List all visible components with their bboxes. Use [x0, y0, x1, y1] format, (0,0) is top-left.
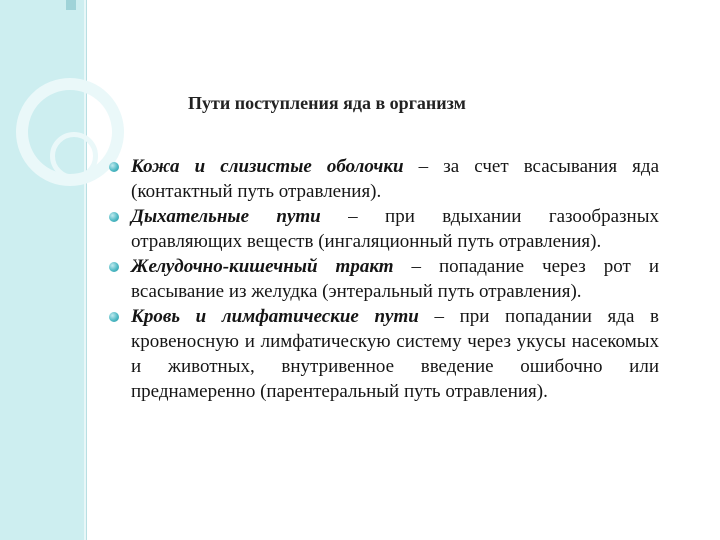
slide-title: Пути поступления яда в организм: [188, 93, 466, 113]
bullet-icon: [109, 162, 119, 172]
item-term: Кровь и лимфатические пути: [131, 306, 419, 327]
item-text: – за счет всасывания яда (контактный путь отравления).: [131, 156, 660, 202]
item-text: – попадание через рот и всасывание из желудка (энтеральный путь отравления).: [131, 256, 659, 302]
list-item: [107, 304, 659, 404]
bullet-list: [107, 154, 659, 404]
bullet-icon: [109, 312, 119, 322]
bullet-icon: [109, 212, 119, 222]
list-item: [107, 204, 659, 254]
item-term: Кожа и слизистые оболочки: [131, 156, 404, 177]
item-term: Желудочно-кишечный тракт: [131, 256, 394, 277]
item-text: – при попадании яда в кровеносную и лимфатическую систему через укусы насекомых и животных, внутривенное введение ошибочно или преднамеренно (парентеральный путь отравления).: [131, 306, 659, 402]
decorative-ring-small: [50, 132, 98, 180]
list-item: [107, 154, 659, 204]
item-term: Дыхательные пути: [131, 206, 321, 227]
bullet-icon: [109, 262, 119, 272]
list-item: [107, 254, 659, 304]
item-text: – при вдыхании газообразных отравляющих веществ (ингаляционный путь отравления).: [131, 206, 659, 252]
decorative-top-bar: [66, 0, 76, 10]
